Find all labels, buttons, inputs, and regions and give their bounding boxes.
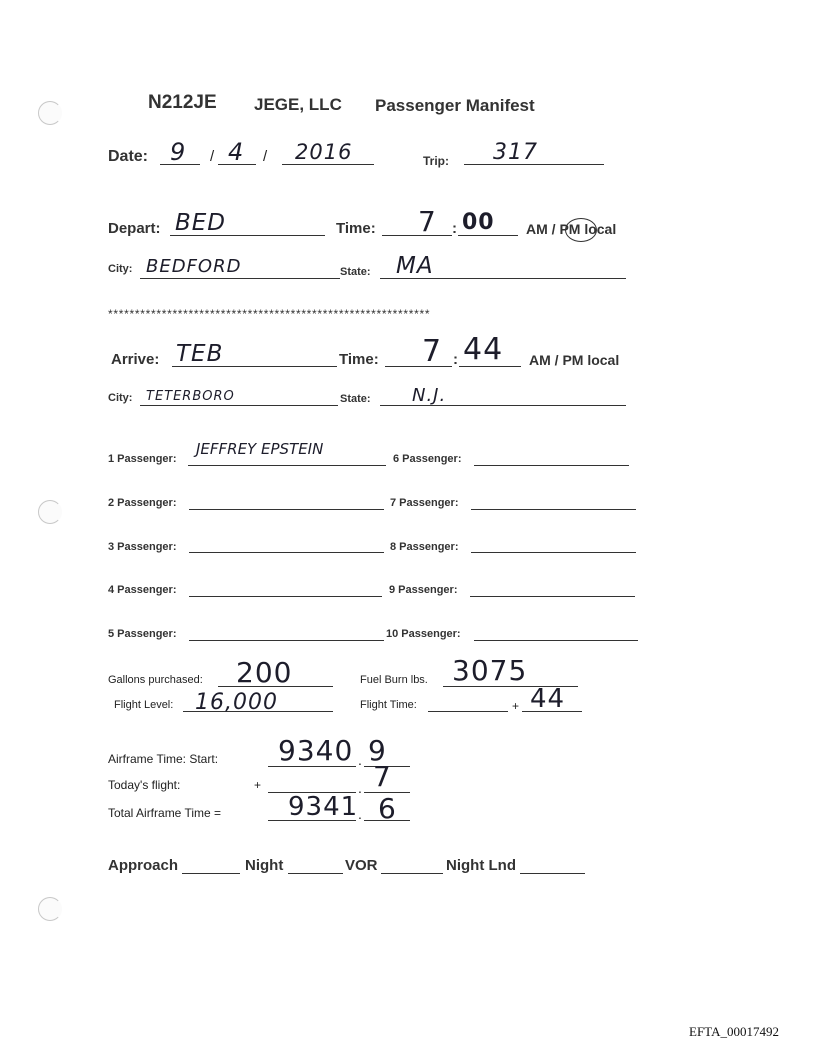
depart-time-colon: : <box>452 220 457 237</box>
arrive-label: Arrive: <box>111 351 160 368</box>
airframe-start-whole: 9340 <box>278 734 354 767</box>
passenger-7-label: 7 Passenger: <box>390 497 459 509</box>
total-airframe-label: Total Airframe Time = <box>108 806 222 820</box>
total-airframe-tenth: 6 <box>378 792 397 825</box>
date-year: 2016 <box>295 140 353 164</box>
todays-flight-label: Today's flight: <box>108 778 181 792</box>
approach-line <box>182 873 240 874</box>
flight-level-value: 16,000 <box>195 690 278 715</box>
total-airframe-whole: 9341 <box>288 792 359 822</box>
airframe-start-tenth: 9 <box>368 734 387 767</box>
arrive-hour: 7 <box>422 334 443 369</box>
flight-time-line <box>428 711 508 712</box>
arrive-state-label: State: <box>340 393 371 405</box>
depart-airport: BED <box>175 210 227 236</box>
trip-label: Trip: <box>423 154 449 168</box>
flight-time-value: 44 <box>530 684 566 714</box>
date-label: Date: <box>108 148 149 165</box>
gallons-label: Gallons purchased: <box>108 674 203 686</box>
binder-hole-middle <box>38 500 62 524</box>
passenger-2-line <box>189 509 384 510</box>
date-day: 4 <box>228 138 245 166</box>
arrive-minute: 44 <box>463 332 504 367</box>
arrive-time-label: Time: <box>339 351 379 368</box>
passenger-1-name: JEFFREY EPSTEIN <box>196 440 324 458</box>
arrive-time-colon: : <box>453 351 458 368</box>
tail-number: N212JE <box>148 92 217 113</box>
airframe-start-dot: . <box>358 752 362 768</box>
passenger-10-label: 10 Passenger: <box>386 628 461 640</box>
depart-hour: 7 <box>418 205 437 238</box>
airframe-start-label: Airframe Time: Start: <box>108 752 219 766</box>
flight-time-label: Flight Time: <box>360 699 417 711</box>
depart-state: MA <box>396 253 434 279</box>
passenger-5-label: 5 Passenger: <box>108 628 177 640</box>
pm-circle-mark <box>565 218 597 242</box>
passenger-9-line <box>470 596 635 597</box>
depart-minute: 00 <box>462 210 495 235</box>
night-landing-line <box>520 873 585 874</box>
document-id: EFTA_00017492 <box>689 1024 779 1039</box>
fuel-burn-value: 3075 <box>452 654 528 687</box>
passenger-1-label: 1 Passenger: <box>108 453 177 465</box>
vor-label: VOR <box>345 857 378 874</box>
night-landing-label: Night Lnd <box>446 857 516 874</box>
arrive-airport: TEB <box>176 341 224 367</box>
depart-hour-line <box>382 235 452 236</box>
passenger-1-line <box>188 465 386 466</box>
passenger-10-line <box>474 640 638 641</box>
todays-flight-tenth: 7 <box>373 760 392 793</box>
passenger-6-line <box>474 465 629 466</box>
document-title: Passenger Manifest <box>375 96 535 115</box>
depart-state-label: State: <box>340 266 371 278</box>
arrive-city-line <box>140 405 338 406</box>
binder-hole-bottom <box>38 897 62 921</box>
binder-hole-top <box>38 101 62 125</box>
vor-line <box>381 873 443 874</box>
separator-asterisks: ************************************************************ <box>108 307 431 321</box>
arrive-ampm: AM / PM local <box>529 352 620 368</box>
trip-number: 317 <box>493 140 538 165</box>
passenger-7-line <box>471 509 636 510</box>
night-label: Night <box>245 857 284 874</box>
date-month: 9 <box>170 138 187 166</box>
date-year-line <box>282 164 374 165</box>
passenger-8-line <box>471 552 636 553</box>
passenger-3-label: 3 Passenger: <box>108 541 177 553</box>
passenger-9-label: 9 Passenger: <box>389 584 458 596</box>
depart-time-label: Time: <box>336 220 376 237</box>
passenger-5-line <box>189 640 384 641</box>
date-separator-1: / <box>210 148 215 165</box>
gallons-value: 200 <box>236 656 293 689</box>
depart-minute-line <box>458 235 518 236</box>
fuel-burn-label: Fuel Burn lbs. <box>360 674 428 686</box>
total-airframe-dot: . <box>358 806 362 822</box>
depart-ampm: AM / PM local <box>526 221 617 237</box>
passenger-4-label: 4 Passenger: <box>108 584 177 596</box>
passenger-6-label: 6 Passenger: <box>393 453 462 465</box>
passenger-3-line <box>189 552 384 553</box>
passenger-4-line <box>189 596 382 597</box>
todays-flight-dot: . <box>358 780 362 796</box>
company-name: JEGE, LLC <box>254 95 342 114</box>
arrive-city: TETERBORO <box>146 389 235 404</box>
flight-level-label: Flight Level: <box>114 699 174 711</box>
passenger-2-label: 2 Passenger: <box>108 497 177 509</box>
depart-label: Depart: <box>108 220 161 237</box>
arrive-state: N.J. <box>412 385 447 406</box>
arrive-city-label: City: <box>108 392 133 404</box>
depart-city: BEDFORD <box>146 256 242 277</box>
todays-flight-plus: + <box>254 778 262 792</box>
passenger-8-label: 8 Passenger: <box>390 541 459 553</box>
date-separator-2: / <box>263 148 268 165</box>
night-line <box>288 873 343 874</box>
depart-city-line <box>140 278 340 279</box>
flight-time-plus: + <box>512 699 520 713</box>
approach-label: Approach <box>108 857 179 874</box>
depart-city-label: City: <box>108 263 133 275</box>
